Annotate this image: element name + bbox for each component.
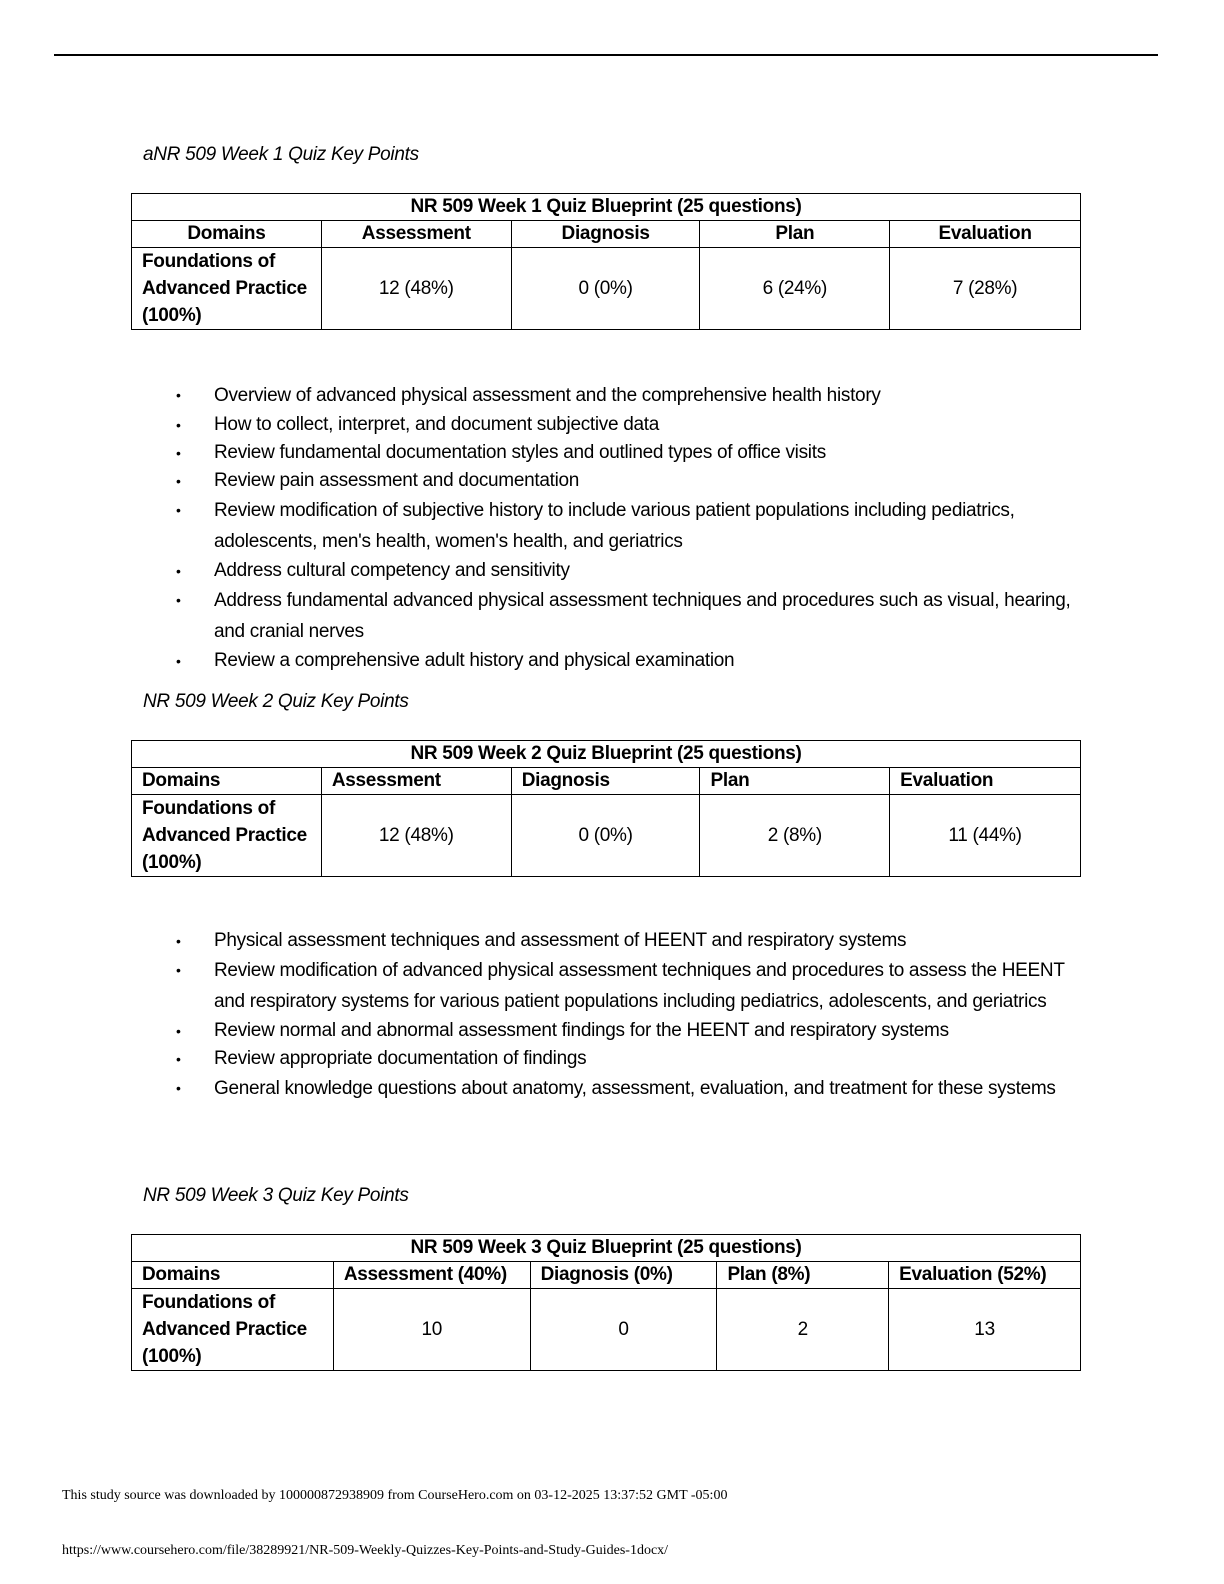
- download-notice: This study source was downloaded by 100000872938909 from CourseHero.com on 03-12-2025 13:37:52 GMT -05:00: [62, 1488, 728, 1503]
- list-item: [172, 585, 1072, 647]
- header-domains: Domains: [132, 1262, 334, 1289]
- list-item: [172, 557, 1072, 585]
- list-item-text: Overview of advanced physical assessment and the comprehensive health history: [214, 385, 881, 406]
- week3-heading: NR 509 Week 3 Quiz Key Points: [143, 1185, 409, 1206]
- table-row: [132, 1289, 1081, 1371]
- header-domains: Domains: [132, 221, 322, 248]
- evaluation-value: 7 (28%): [890, 248, 1081, 330]
- list-item: [172, 411, 1072, 439]
- week2-key-points: [172, 927, 1072, 1104]
- week1-heading: aNR 509 Week 1 Quiz Key Points: [143, 144, 419, 165]
- list-item: [172, 1045, 1072, 1073]
- assessment-value: 12 (48%): [321, 795, 511, 877]
- list-item-text: Review modification of advanced physical assessment techniques and procedures to assess the HEENT and respiratory systems for various patient populations including pediatrics, adolescents, and geriatrics: [214, 960, 1065, 1012]
- evaluation-value: 13: [889, 1289, 1081, 1371]
- list-item: [172, 955, 1072, 1017]
- list-item-text: Address cultural competency and sensitivity: [214, 560, 570, 581]
- top-rule: [54, 54, 1158, 56]
- diagnosis-value: 0 (0%): [511, 248, 700, 330]
- list-item: [172, 647, 1072, 675]
- list-item-text: General knowledge questions about anatomy, assessment, evaluation, and treatment for these systems: [214, 1078, 1056, 1099]
- header-domains: Domains: [132, 768, 322, 795]
- domain-line: (100%): [142, 1346, 202, 1367]
- evaluation-value: 11 (44%): [890, 795, 1081, 877]
- week2-blueprint-table: [131, 740, 1081, 877]
- bullet-icon: •: [176, 445, 181, 461]
- header-evaluation: Evaluation: [890, 768, 1081, 795]
- domain-line: Advanced Practice: [142, 825, 307, 846]
- table-title-row: [132, 1235, 1081, 1262]
- list-item-text: How to collect, interpret, and document subjective data: [214, 414, 660, 435]
- domain-line: Advanced Practice: [142, 278, 307, 299]
- bullet-icon: •: [176, 473, 181, 489]
- plan-value: 6 (24%): [700, 248, 890, 330]
- diagnosis-value: 0: [530, 1289, 717, 1371]
- list-item: [172, 1073, 1072, 1104]
- week1-blueprint-table: [131, 193, 1081, 330]
- table-title-row: [132, 741, 1081, 768]
- header-assessment: Assessment: [321, 768, 511, 795]
- header-diagnosis: Diagnosis (0%): [530, 1262, 717, 1289]
- bullet-icon: •: [176, 1080, 181, 1096]
- header-diagnosis: Diagnosis: [511, 221, 700, 248]
- bullet-icon: •: [176, 1051, 181, 1067]
- list-item-text: Review pain assessment and documentation: [214, 470, 580, 491]
- domain-line: (100%): [142, 305, 202, 326]
- week2-heading: NR 509 Week 2 Quiz Key Points: [143, 691, 409, 712]
- table-header-row: [132, 221, 1081, 248]
- bullet-icon: •: [176, 933, 181, 949]
- list-item-text: Physical assessment techniques and assessment of HEENT and respiratory systems: [214, 930, 907, 951]
- table-header-row: [132, 768, 1081, 795]
- list-item-text: Review a comprehensive adult history and physical examination: [214, 650, 735, 671]
- list-item: [172, 380, 1072, 411]
- week3-blueprint-table: [131, 1234, 1081, 1371]
- table-title: NR 509 Week 1 Quiz Blueprint (25 questions): [132, 194, 1081, 221]
- plan-value: 2: [717, 1289, 889, 1371]
- list-item: [172, 495, 1072, 557]
- domain-line: Foundations of: [142, 1292, 275, 1313]
- header-assessment: Assessment (40%): [333, 1262, 530, 1289]
- list-item-text: Review modification of subjective history to include various patient populations including pediatrics, adolescents, men's health, women's health, and geriatrics: [214, 500, 1015, 552]
- diagnosis-value: 0 (0%): [511, 795, 700, 877]
- header-assessment: Assessment: [321, 221, 511, 248]
- list-item: [172, 1017, 1072, 1045]
- bullet-icon: •: [176, 387, 181, 403]
- bullet-icon: •: [176, 653, 181, 669]
- header-plan: Plan: [700, 221, 890, 248]
- domain-cell: [132, 795, 322, 877]
- table-row: [132, 795, 1081, 877]
- list-item: [172, 439, 1072, 467]
- bullet-icon: •: [176, 563, 181, 579]
- week1-key-points: [172, 380, 1072, 675]
- header-plan: Plan (8%): [717, 1262, 889, 1289]
- list-item-text: Review normal and abnormal assessment findings for the HEENT and respiratory systems: [214, 1020, 949, 1041]
- domain-line: (100%): [142, 852, 202, 873]
- list-item-text: Review appropriate documentation of findings: [214, 1048, 587, 1069]
- header-evaluation: Evaluation (52%): [889, 1262, 1081, 1289]
- bullet-icon: •: [176, 962, 181, 978]
- list-item: [172, 467, 1072, 495]
- bullet-icon: •: [176, 502, 181, 518]
- domain-line: Foundations of: [142, 251, 275, 272]
- table-title: NR 509 Week 2 Quiz Blueprint (25 questions): [132, 741, 1081, 768]
- domain-line: Foundations of: [142, 798, 275, 819]
- table-title: NR 509 Week 3 Quiz Blueprint (25 questions): [132, 1235, 1081, 1262]
- list-item-text: Address fundamental advanced physical assessment techniques and procedures such as visual, hearing, and cranial nerves: [214, 590, 1071, 642]
- bullet-icon: •: [176, 1023, 181, 1039]
- header-evaluation: Evaluation: [890, 221, 1081, 248]
- domain-cell: [132, 1289, 334, 1371]
- domain-line: Advanced Practice: [142, 1319, 307, 1340]
- header-diagnosis: Diagnosis: [511, 768, 700, 795]
- list-item: [172, 927, 1072, 955]
- assessment-value: 10: [333, 1289, 530, 1371]
- domain-cell: [132, 248, 322, 330]
- list-item-text: Review fundamental documentation styles and outlined types of office visits: [214, 442, 826, 463]
- source-url[interactable]: https://www.coursehero.com/file/38289921/NR-509-Weekly-Quizzes-Key-Points-and-Study-Guides-1docx/: [62, 1543, 669, 1558]
- bullet-icon: •: [176, 592, 181, 608]
- plan-value: 2 (8%): [700, 795, 890, 877]
- table-header-row: [132, 1262, 1081, 1289]
- header-plan: Plan: [700, 768, 890, 795]
- bullet-icon: •: [176, 417, 181, 433]
- table-title-row: [132, 194, 1081, 221]
- assessment-value: 12 (48%): [321, 248, 511, 330]
- table-row: [132, 248, 1081, 330]
